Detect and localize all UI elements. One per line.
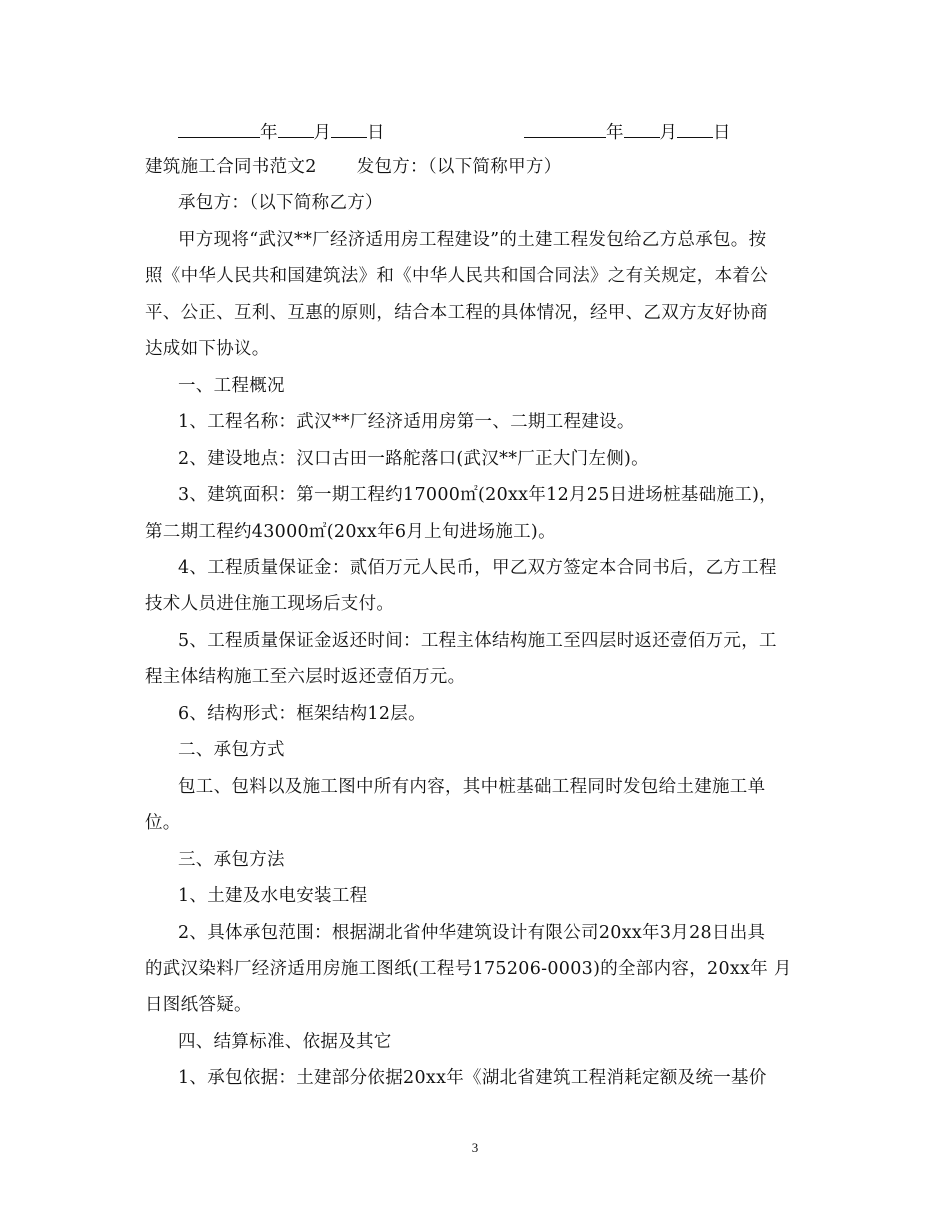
paragraph-line: 技术人员进住施工现场后支付。 [145,594,395,614]
page-number: 3 [471,1140,479,1155]
paragraph-line: 1、工程名称：武汉**厂经济适用房第一、二期工程建设。 [178,412,635,432]
paragraph-line: 4、工程质量保证金：贰佰万元人民币，甲乙双方签定本合同书后，乙方工程 [178,558,777,578]
section-heading: 一、工程概况 [178,376,285,396]
paragraph-line: 达成如下协议。 [145,339,270,359]
party-b-line: 承包方：（以下简称乙方） [178,193,383,213]
paragraph-line: 5、工程质量保证金返还时间：工程主体结构施工至四层时返还壹佰万元，工 [178,631,777,651]
paragraph-line: 照《中华人民共和国建筑法》和《中华人民共和国合同法》之有关规定，本着公 [145,266,768,286]
paragraph-line: 第二期工程约43000㎡(20xx年6月上旬进场施工)。 [145,522,556,542]
paragraph-line: 位。 [145,813,181,833]
paragraph-line: 平、公正、互利、互惠的原则，结合本工程的具体情况，经甲、乙双方友好协商 [145,303,768,323]
day-blank[interactable] [331,121,367,138]
year-blank[interactable] [524,121,606,138]
paragraph-line: 日图纸答疑。 [145,995,252,1015]
date-line-right [524,121,731,143]
month-label: 月 [313,123,331,143]
paragraph-line: 6、结构形式：框架结构12层。 [178,704,426,724]
party-a-label: 发包方：（以下简称甲方） [356,157,562,177]
year-blank[interactable] [178,121,260,138]
day-label: 日 [367,123,385,143]
paragraph-line: 1、承包依据：土建部分依据20xx年《湖北省建筑工程消耗定额及统一基价 [178,1068,767,1088]
contract-title: 建筑施工合同书范文2 [145,157,317,177]
month-label: 月 [659,123,677,143]
paragraph-line: 2、建设地点：汉口古田一路舵落口(武汉**厂正大门左侧)。 [178,449,649,469]
paragraph-line: 1、土建及水电安装工程 [178,886,368,906]
month-blank[interactable] [278,121,314,138]
paragraph-line: 的武汉染料厂经济适用房施工图纸(工程号175206-0003)的全部内容，20xx年 月 [145,959,792,979]
section-heading: 三、承包方法 [178,850,285,870]
section-heading: 四、结算标准、依据及其它 [178,1032,392,1052]
day-label: 日 [713,123,731,143]
paragraph-line: 2、具体承包范围：根据湖北省仲华建筑设计有限公司20xx年3月28日出具 [178,923,766,943]
paragraph-line: 程主体结构施工至六层时返还壹佰万元。 [145,667,466,687]
year-label: 年 [606,123,624,143]
year-label: 年 [260,123,278,143]
section-heading: 二、承包方式 [178,740,285,760]
day-blank[interactable] [677,121,713,138]
paragraph-line: 甲方现将“武汉**厂经济适用房工程建设”的土建工程发包给乙方总承包。按 [178,230,767,250]
paragraph-line: 3、建筑面积：第一期工程约17000㎡(20xx年12月25日进场桩基础施工)， [178,485,777,505]
paragraph-line: 包工、包料以及施工图中所有内容，其中桩基础工程同时发包给土建施工单 [178,777,766,797]
date-line-left [178,121,385,143]
section-header-line [145,157,810,177]
month-blank[interactable] [624,121,660,138]
